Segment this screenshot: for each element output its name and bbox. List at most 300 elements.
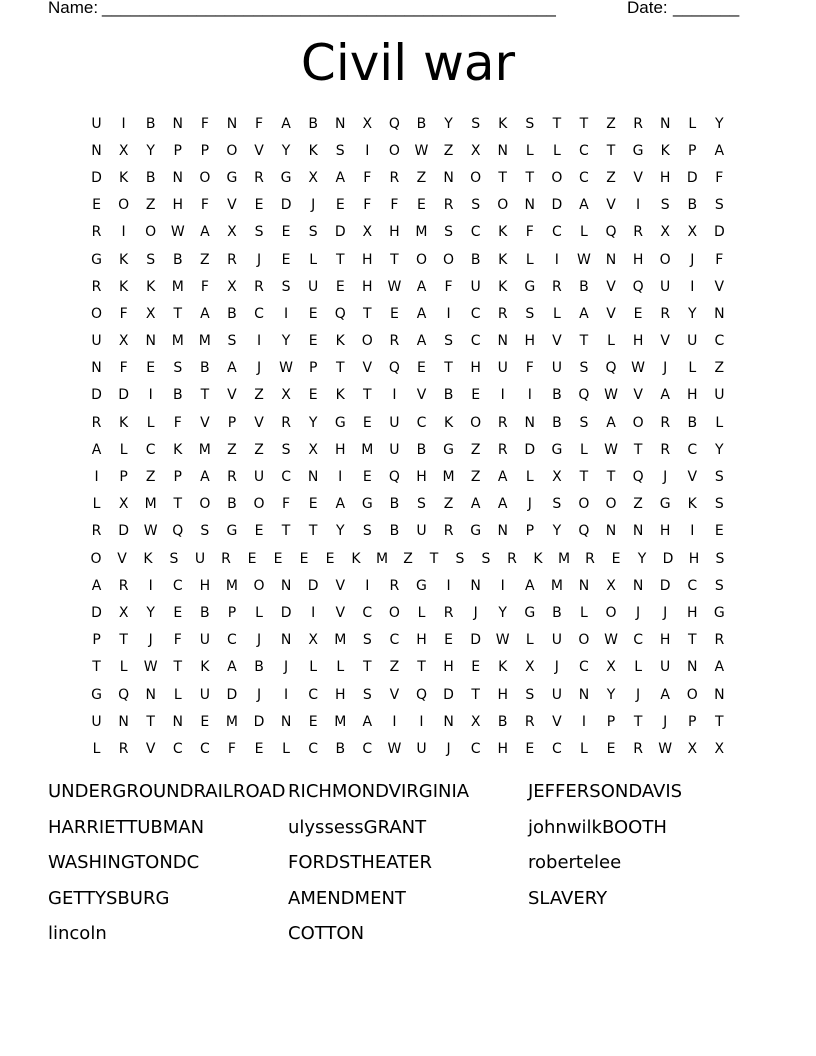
grid-letter: S — [227, 333, 237, 350]
grid-letter: S — [362, 686, 372, 703]
grid-letter: L — [688, 115, 697, 132]
grid-letter: K — [660, 142, 670, 159]
grid-letter: A — [281, 115, 291, 132]
grid-letter: V — [117, 550, 127, 567]
grid-letter: O — [443, 251, 455, 268]
grid-letter: Q — [334, 305, 346, 322]
grid-letter: F — [200, 197, 209, 214]
grid-letter: E — [254, 197, 264, 214]
grid-letter: C — [362, 604, 373, 621]
grid-letter: Z — [403, 550, 413, 567]
grid-letter: J — [256, 632, 262, 649]
grid-letter: D — [551, 197, 563, 214]
grid-letter: P — [688, 142, 697, 159]
grid-letter: V — [200, 414, 210, 431]
grid-letter: D — [524, 441, 536, 458]
grid-letter: Q — [578, 523, 590, 540]
grid-letter: L — [607, 333, 615, 350]
grid-letter: L — [92, 496, 101, 513]
grid-letter: R — [660, 305, 671, 322]
date-blank-line: _______ — [673, 0, 740, 17]
grid-letter: M — [171, 278, 184, 295]
grid-letter: G — [361, 496, 373, 513]
grid-row — [83, 463, 733, 490]
grid-letter: M — [550, 577, 563, 594]
grid-letter: C — [470, 740, 481, 757]
grid-letter: P — [606, 713, 616, 730]
grid-letter: E — [444, 632, 453, 649]
grid-letter: D — [280, 197, 292, 214]
grid-letter: E — [308, 713, 318, 730]
grid-letter: R — [524, 713, 535, 730]
grid-letter: C — [470, 305, 481, 322]
grid-letter: Y — [637, 550, 647, 567]
word-list-item: JEFFERSONDAVIS — [528, 781, 683, 802]
grid-letter: F — [363, 169, 372, 186]
grid-letter: R — [91, 224, 102, 241]
grid-letter: E — [525, 740, 535, 757]
grid-letter: T — [363, 659, 372, 676]
grid-letter: T — [390, 251, 399, 268]
grid-letter: R — [443, 604, 454, 621]
grid-letter: W — [577, 251, 591, 268]
grid-letter: L — [119, 659, 128, 676]
grid-letter: B — [227, 305, 237, 322]
grid-letter: E — [389, 305, 399, 322]
grid-letter: K — [119, 414, 129, 431]
grid-letter: E — [417, 360, 426, 377]
grid-letter: K — [119, 278, 129, 295]
grid-letter: J — [636, 686, 641, 703]
grid-letter: S — [281, 441, 291, 458]
grid-letter: I — [527, 387, 532, 404]
grid-letter: L — [580, 224, 588, 241]
grid-letter: V — [335, 604, 346, 621]
grid-letter: H — [688, 550, 700, 567]
grid-letter: R — [507, 550, 517, 567]
grid-letter: N — [659, 115, 671, 132]
grid-letter: C — [227, 632, 237, 649]
grid-letter: C — [362, 740, 373, 757]
grid-letter: J — [663, 360, 668, 377]
grid-letter: N — [91, 360, 102, 377]
grid-letter: R — [443, 523, 454, 540]
grid-letter: F — [254, 115, 264, 132]
grid-letter: T — [552, 115, 562, 132]
grid-letter: K — [335, 387, 345, 404]
grid-letter: U — [470, 278, 481, 295]
grid-letter: Y — [281, 333, 291, 350]
grid-row — [83, 164, 733, 191]
grid-letter: H — [497, 686, 508, 703]
grid-letter: R — [91, 278, 102, 295]
grid-letter: X — [660, 224, 670, 241]
grid-letter: M — [171, 333, 184, 350]
grid-letter: U — [91, 333, 102, 350]
grid-letter: T — [633, 713, 643, 730]
grid-letter: I — [690, 278, 695, 295]
grid-letter: T — [92, 659, 101, 676]
grid-letter: A — [335, 496, 346, 513]
grid-letter: I — [311, 604, 316, 621]
grid-letter: Z — [443, 142, 454, 159]
grid-letter: T — [606, 142, 616, 159]
grid-letter: X — [118, 604, 129, 621]
grid-letter: A — [714, 142, 725, 159]
grid-letter: K — [498, 251, 508, 268]
grid-letter: L — [715, 414, 724, 431]
grid-letter: S — [200, 523, 210, 540]
grid-letter: S — [579, 414, 589, 431]
grid-letter: T — [173, 659, 183, 676]
grid-letter: V — [335, 577, 346, 594]
grid-letter: L — [525, 251, 534, 268]
grid-letter: K — [308, 142, 318, 159]
grid-row — [83, 273, 733, 300]
grid-letter: E — [308, 305, 318, 322]
grid-letter: K — [119, 169, 129, 186]
grid-letter: S — [481, 550, 491, 567]
grid-letter: B — [308, 115, 318, 132]
grid-letter: O — [632, 414, 644, 431]
grid-letter: C — [470, 333, 481, 350]
grid-letter: S — [552, 496, 562, 513]
grid-letter: I — [392, 713, 397, 730]
grid-letter: H — [659, 169, 671, 186]
grid-letter: D — [662, 550, 674, 567]
word-list-item: robertelee — [528, 852, 622, 873]
grid-letter: E — [471, 659, 481, 676]
grid-letter: J — [446, 740, 451, 757]
grid-letter: B — [416, 441, 427, 458]
grid-letter: R — [91, 414, 102, 431]
grid-letter: O — [226, 142, 238, 159]
grid-letter: L — [173, 686, 182, 703]
grid-letter: E — [247, 550, 257, 567]
grid-letter: T — [335, 360, 345, 377]
grid-letter: F — [444, 278, 453, 295]
grid-letter: Y — [146, 604, 155, 621]
grid-letter: X — [308, 441, 318, 458]
grid-letter: S — [714, 469, 724, 486]
grid-letter: K — [498, 115, 508, 132]
grid-letter: T — [715, 713, 724, 730]
grid-letter: H — [659, 632, 671, 649]
grid-letter: J — [636, 604, 641, 621]
grid-letter: W — [387, 740, 402, 757]
grid-letter: R — [633, 224, 643, 241]
grid-letter: N — [172, 169, 184, 186]
grid-letter: J — [554, 659, 559, 676]
grid-letter: A — [579, 305, 589, 322]
grid-letter: N — [226, 115, 238, 132]
grid-letter: G — [470, 523, 482, 540]
grid-letter: F — [200, 278, 209, 295]
grid-letter: G — [524, 278, 536, 295]
grid-letter: V — [606, 305, 616, 322]
grid-letter: H — [524, 333, 536, 350]
grid-letter: C — [145, 441, 156, 458]
grid-letter: I — [121, 115, 126, 132]
grid-letter: W — [143, 659, 158, 676]
grid-letter: V — [254, 142, 264, 159]
grid-letter: L — [552, 142, 561, 159]
grid-letter: V — [552, 713, 562, 730]
grid-letter: H — [172, 197, 184, 214]
grid-letter: Y — [281, 142, 291, 159]
grid-letter: V — [362, 360, 373, 377]
grid-letter: Q — [605, 360, 617, 377]
grid-letter: B — [145, 169, 156, 186]
grid-letter: M — [225, 713, 238, 730]
grid-letter: L — [580, 604, 588, 621]
grid-letter: D — [226, 686, 238, 703]
grid-letter: I — [554, 251, 559, 268]
grid-letter: E — [200, 713, 210, 730]
grid-letter: T — [606, 469, 616, 486]
grid-letter: C — [416, 414, 427, 431]
grid-letter: I — [636, 197, 641, 214]
grid-letter: S — [525, 686, 535, 703]
grid-letter: N — [145, 333, 156, 350]
grid-letter: K — [173, 441, 183, 458]
grid-letter: Z — [389, 659, 400, 676]
word-list-item: johnwilkBOOTH — [528, 816, 667, 838]
grid-row — [83, 654, 733, 681]
grid-letter: K — [687, 496, 697, 513]
grid-letter: J — [527, 496, 532, 513]
grid-letter: B — [254, 659, 264, 676]
grid-letter: Z — [606, 169, 616, 186]
grid-letter: F — [390, 197, 399, 214]
grid-letter: M — [361, 441, 374, 458]
grid-letter: K — [335, 333, 345, 350]
grid-letter: B — [416, 115, 427, 132]
grid-letter: A — [660, 387, 670, 404]
grid-letter: B — [172, 387, 183, 404]
grid-letter: R — [389, 577, 400, 594]
grid-letter: H — [389, 224, 400, 241]
grid-letter: Z — [606, 115, 616, 132]
grid-letter: W — [279, 360, 293, 377]
grid-letter: O — [361, 333, 373, 350]
grid-letter: I — [148, 387, 153, 404]
grid-letter: K — [498, 659, 508, 676]
grid-letter: I — [446, 305, 451, 322]
grid-letter: H — [362, 278, 373, 295]
grid-letter: M — [198, 441, 211, 458]
grid-letter: G — [226, 169, 238, 186]
grid-letter: E — [146, 360, 156, 377]
grid-letter: T — [444, 360, 453, 377]
grid-letter: U — [551, 360, 562, 377]
grid-letter: U — [416, 523, 427, 540]
grid-letter: C — [172, 577, 183, 594]
grid-letter: C — [714, 333, 725, 350]
grid-letter: X — [362, 115, 373, 132]
grid-letter: E — [308, 496, 318, 513]
grid-letter: J — [256, 360, 262, 377]
word-list-item: ulyssessGRANT — [288, 816, 427, 838]
grid-letter: Z — [227, 441, 237, 458]
grid-letter: L — [92, 740, 101, 757]
grid-letter: R — [118, 740, 129, 757]
grid-letter: O — [118, 197, 130, 214]
grid-letter: N — [687, 659, 698, 676]
grid-letter: V — [254, 414, 264, 431]
grid-letter: A — [200, 224, 210, 241]
grid-letter: X — [308, 632, 318, 649]
grid-letter: A — [335, 169, 346, 186]
grid-letter: B — [200, 604, 210, 621]
grid-letter: D — [334, 224, 346, 241]
grid-letter: E — [606, 740, 616, 757]
grid-letter: D — [91, 169, 102, 186]
grid-letter: J — [256, 251, 262, 268]
grid-letter: Q — [118, 686, 130, 703]
grid-letter: S — [525, 115, 535, 132]
grid-letter: O — [388, 142, 400, 159]
grid-letter: F — [525, 224, 534, 241]
grid-letter: E — [254, 523, 264, 540]
grid-letter: C — [389, 632, 400, 649]
grid-row — [83, 627, 733, 654]
grid-letter: I — [338, 469, 343, 486]
grid-letter: Z — [470, 441, 481, 458]
grid-letter: L — [580, 740, 588, 757]
grid-letter: L — [552, 305, 561, 322]
grid-letter: C — [633, 632, 643, 649]
grid-letter: H — [416, 632, 427, 649]
grid-letter: F — [363, 197, 372, 214]
grid-letter: X — [714, 740, 725, 757]
grid-letter: R — [443, 197, 454, 214]
grid-letter: J — [663, 604, 668, 621]
grid-letter: P — [688, 713, 697, 730]
grid-letter: P — [119, 469, 128, 486]
grid-letter: S — [362, 523, 372, 540]
grid-letter: E — [308, 387, 318, 404]
grid-letter: X — [687, 740, 698, 757]
grid-letter: T — [687, 632, 697, 649]
grid-letter: S — [444, 333, 453, 350]
grid-letter: Q — [578, 387, 590, 404]
grid-letter: A — [525, 577, 535, 594]
grid-letter: Q — [415, 686, 427, 703]
grid-letter: O — [253, 577, 265, 594]
grid-letter: B — [470, 251, 481, 268]
grid-letter: O — [470, 414, 482, 431]
grid-letter: L — [255, 604, 263, 621]
grid-letter: A — [91, 441, 102, 458]
grid-letter: N — [524, 197, 536, 214]
grid-letter: N — [578, 686, 590, 703]
grid-letter: F — [715, 251, 724, 268]
name-label: Name: — [48, 0, 99, 17]
grid-letter: E — [308, 333, 318, 350]
grid-letter: G — [416, 577, 427, 594]
grid-letter: Z — [633, 496, 643, 513]
grid-letter: G — [226, 523, 238, 540]
grid-letter: X — [227, 278, 237, 295]
grid-letter: W — [495, 632, 510, 649]
grid-letter: T — [498, 169, 507, 186]
grid-letter: N — [145, 686, 156, 703]
grid-letter: C — [579, 169, 589, 186]
grid-letter: L — [525, 469, 534, 486]
grid-letter: U — [660, 659, 671, 676]
grid-letter: A — [416, 333, 427, 350]
grid-letter: E — [611, 550, 621, 567]
grid-letter: L — [634, 659, 642, 676]
grid-letter: T — [363, 387, 372, 404]
grid-letter: L — [336, 659, 345, 676]
grid-letter: N — [578, 577, 590, 594]
grid-letter: O — [388, 604, 400, 621]
grid-letter: H — [497, 740, 508, 757]
grid-letter: U — [308, 278, 319, 295]
grid-letter: N — [280, 632, 292, 649]
grid-letter: O — [605, 496, 617, 513]
grid-letter: M — [144, 496, 157, 513]
grid-row — [83, 300, 733, 327]
grid-letter: R — [254, 169, 264, 186]
grid-letter: E — [273, 550, 283, 567]
grid-letter: U — [497, 360, 508, 377]
grid-letter: Q — [388, 469, 400, 486]
grid-row — [83, 572, 733, 599]
grid-letter: I — [365, 142, 370, 159]
grid-letter: F — [282, 496, 291, 513]
grid-letter: T — [119, 632, 128, 649]
grid-letter: X — [470, 713, 481, 730]
grid-letter: O — [145, 224, 157, 241]
grid-letter: P — [525, 523, 535, 540]
grid-letter: U — [416, 740, 427, 757]
grid-letter: N — [632, 523, 644, 540]
grid-letter: O — [659, 251, 671, 268]
grid-letter: N — [172, 115, 184, 132]
grid-letter: V — [389, 686, 400, 703]
grid-row — [83, 599, 733, 626]
grid-letter: A — [579, 197, 589, 214]
grid-letter: I — [148, 577, 153, 594]
grid-letter: U — [687, 333, 698, 350]
grid-letter: F — [119, 305, 128, 322]
grid-letter: J — [690, 251, 695, 268]
grid-letter: E — [254, 740, 264, 757]
grid-letter: R — [227, 469, 237, 486]
grid-letter: F — [173, 414, 182, 431]
grid-letter: R — [227, 251, 237, 268]
grid-letter: T — [579, 115, 589, 132]
grid-letter: X — [362, 224, 373, 241]
grid-letter: R — [91, 523, 102, 540]
grid-letter: T — [579, 469, 589, 486]
grid-letter: D — [659, 577, 671, 594]
grid-letter: U — [199, 686, 210, 703]
grid-letter: S — [715, 550, 725, 567]
grid-letter: S — [173, 360, 183, 377]
grid-letter: Y — [444, 115, 453, 132]
grid-row — [83, 382, 733, 409]
grid-letter: Z — [714, 360, 725, 377]
grid-letter: U — [91, 713, 102, 730]
grid-letter: X — [470, 142, 481, 159]
grid-letter: X — [118, 142, 129, 159]
grid-letter: H — [334, 441, 346, 458]
grid-letter: L — [282, 740, 290, 757]
